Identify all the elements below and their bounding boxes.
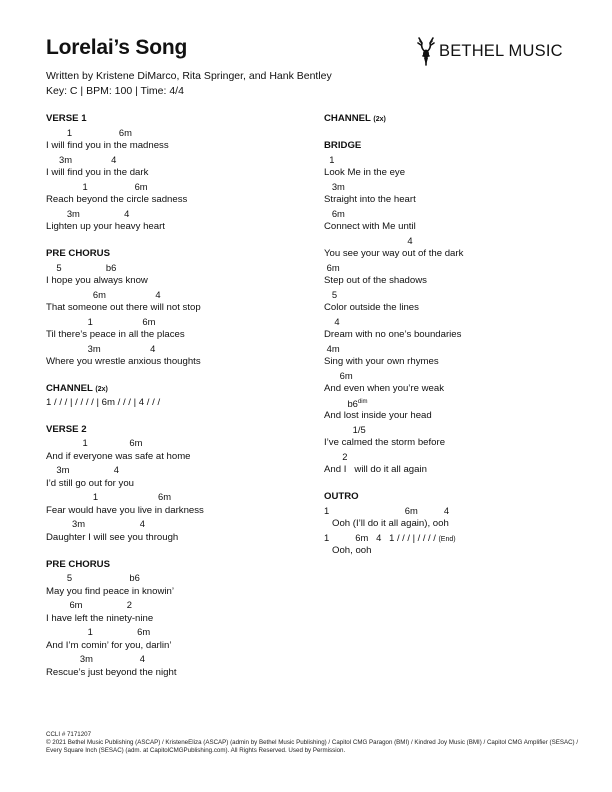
lyric-line: Daughter I will see you through (46, 531, 179, 543)
chord-line: 6m (324, 369, 353, 381)
lyric-line: And if everyone was safe at home (46, 450, 191, 462)
chord-line: 1 6m (46, 315, 156, 327)
repeat-count: (2x) (373, 116, 386, 123)
lyric-line: Lighten up your heavy heart (46, 221, 165, 232)
lyric-line: Where you wrestle anxious thoughts (46, 356, 201, 367)
lyric-line: You see your way out of the dark (324, 248, 464, 259)
section-title-text: CHANNEL (46, 383, 93, 394)
song-section (324, 139, 584, 477)
chord-line: 6m (324, 207, 345, 219)
lyric-line: Reach beyond the circle sadness (46, 194, 188, 205)
chord-line: 3m 4 (46, 153, 117, 165)
chord-text: b6 (324, 397, 358, 409)
chord-line: 1 6m (46, 126, 132, 138)
song-section (46, 558, 306, 680)
lyric-line: I’d still go out for you (46, 477, 134, 489)
chord-line: 3m 4 (46, 207, 130, 219)
lyric-line: Straight into the heart (324, 194, 416, 205)
chord-line: 6m (324, 261, 340, 273)
song-info: Key: C | BPM: 100 | Time: 4/4 (46, 85, 184, 97)
stag-icon (416, 32, 436, 66)
song-section (46, 382, 306, 409)
section-title-text: VERSE 2 (46, 423, 87, 435)
lyric-line: And I will do it all again (324, 464, 427, 475)
chord-line: 3m (324, 180, 345, 192)
chord-line (324, 396, 584, 410)
bethel-music-logo (416, 32, 576, 68)
chord-line: 1 6m 4 (324, 504, 450, 516)
lyric-line: Til there’s peace in all the places (46, 329, 185, 340)
lyric-line: I’ve calmed the storm before (324, 437, 446, 448)
section-title-text: VERSE 1 (46, 113, 87, 124)
lyric-line: I will find you in the madness (46, 140, 169, 151)
chord-line: 5 b6 (46, 261, 117, 273)
lyric-line: And even when you’re weak (324, 383, 444, 394)
chord-line: 1 6m (46, 437, 143, 448)
left-column (46, 112, 306, 693)
brand-name: BETHEL MUSIC (439, 42, 563, 60)
chord-line: 4 (324, 234, 413, 246)
section-title-text: BRIDGE (324, 140, 362, 151)
chord-line: 3m 4 (46, 518, 145, 529)
lyric-line: And I’m comin’ for you, darlin’ (46, 639, 172, 651)
section-title (46, 247, 306, 261)
section-title (46, 112, 306, 126)
chord-line: 5 b6 (46, 572, 140, 583)
chord-line: 3m 4 (46, 653, 145, 664)
lyric-line: And lost inside your head (324, 410, 432, 421)
section-title (324, 139, 584, 153)
chord-line: 5 (324, 288, 338, 300)
writers-line: Written by Kristene DiMarco, Rita Springer, and Hank Bentley (46, 70, 332, 82)
lyric-line: Color outside the lines (324, 302, 419, 313)
lyric-line: Sing with your own rhymes (324, 356, 439, 367)
lyric-line: I have left the ninety-nine (46, 612, 154, 624)
chord-line (324, 531, 584, 545)
chord-line: 1/5 (324, 423, 366, 435)
song-section (324, 490, 584, 558)
chord-line: 1 6m (46, 626, 151, 637)
lyric-line: May you find peace in knowin’ (46, 585, 174, 597)
chord-text: 1 6m 4 1 / / / | / / / / (324, 531, 436, 543)
lyric-line: Look Me in the eye (324, 167, 406, 178)
section-title (46, 423, 306, 437)
end-marker: (End) (438, 535, 456, 543)
lyric-line: Ooh (I’ll do it all again), ooh (324, 518, 449, 529)
copyright-notice: © 2021 Bethel Music Publishing (ASCAP) / KristeneEliza (ASCAP) (admin by Bethel Music Publishing) / Capitol CMG Paragon (BMI) / Kindred Joy Music (BMI) / Capitol CMG Amplifier (SESAC) / Every Square Inch (SESAC) (adm. at CapitolCMGPublishing.com). All Rights Reserved. Used by Permission. (46, 739, 579, 755)
song-section (324, 112, 584, 126)
repeat-count: (2x) (95, 386, 108, 393)
chord-line: 6m 4 (46, 288, 161, 300)
section-title-text: PRE CHORUS (46, 558, 110, 570)
section-title-text: OUTRO (324, 491, 359, 502)
lyric-line: Connect with Me until (324, 221, 416, 232)
lyric-line: Dream with no one’s boundaries (324, 329, 462, 340)
chord-line: 1 (324, 153, 335, 165)
section-title (324, 112, 584, 126)
song-section (46, 112, 306, 234)
lyric-line: 1 / / / | / / / / | 6m / / / | 4 / / / (46, 396, 161, 408)
chord-line: 2 (324, 450, 348, 462)
lyric-line: Ooh, ooh (324, 545, 372, 556)
chord-line: 1 6m (46, 180, 148, 192)
section-title-text: PRE CHORUS (46, 248, 110, 259)
song-title: Lorelai’s Song (46, 36, 188, 59)
lyric-line: That someone out there will not stop (46, 302, 201, 313)
chord-line: 1 6m (46, 491, 172, 502)
chord-suffix: dim (357, 398, 368, 405)
song-section (46, 423, 306, 545)
chord-line: 4 (324, 315, 340, 327)
ccli-number: CCLI # 7171207 (46, 731, 92, 738)
lyric-line: I will find you in the dark (46, 167, 149, 178)
right-column (324, 112, 584, 571)
chord-line: 4m (324, 342, 340, 354)
section-title (46, 558, 306, 572)
chord-line: 3m 4 (46, 342, 156, 354)
lyric-line: Rescue’s just beyond the night (46, 666, 177, 678)
section-title-text: CHANNEL (324, 113, 371, 124)
section-title (324, 490, 584, 504)
chord-line: 3m 4 (46, 464, 119, 475)
section-title (46, 382, 306, 396)
lyric-line: Fear would have you live in darkness (46, 504, 204, 516)
lyric-line: I hope you always know (46, 275, 148, 286)
song-section (46, 247, 306, 369)
lyric-line: Step out of the shadows (324, 275, 427, 286)
chord-line: 6m 2 (46, 599, 132, 610)
